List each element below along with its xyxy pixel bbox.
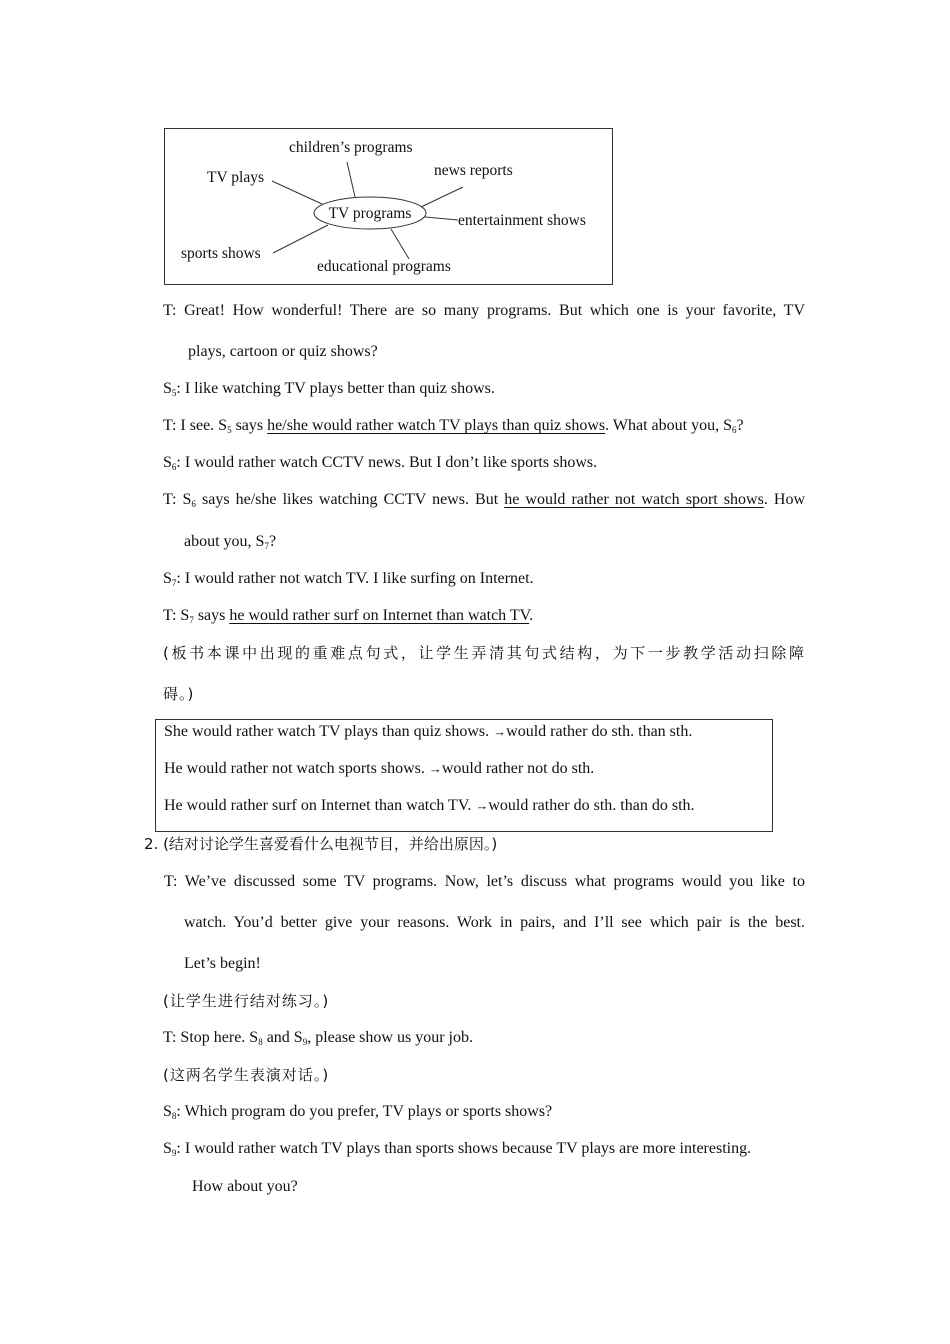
spoke-childrens	[347, 162, 355, 197]
teacher-line-5-cont: watch. You’d better give your reasons. Work in pairs, and I’ll see which pair is the best.	[184, 914, 805, 931]
arrow-icon: →	[475, 798, 489, 813]
tv-programs-mind-map	[0, 0, 950, 300]
label-entertainment-shows: entertainment shows	[458, 212, 586, 229]
teacher-line-3-cont: about you, $S_7$?	[184, 533, 277, 551]
section-2-heading: 2. (结对讨论学生喜爱看什么电视节目，并给出原因。)	[144, 835, 498, 853]
label-childrens-programs: children’s programs	[289, 139, 413, 156]
teacher-line-6: T: Stop here. $S_8$ and $S_9$, please show us your job.	[163, 1029, 473, 1047]
pattern-row-3: He would rather surf on Internet than watch TV. →would rather do sth. than do sth.	[164, 797, 695, 814]
arrow-icon: →	[428, 761, 442, 776]
teacher-line-5: T: We’ve discussed some TV programs. Now, let’s discuss what programs would you like to	[164, 873, 805, 890]
teacher-line-2: T: I see. $S_5$ says he/she would rather watch TV plays than quiz shows. What about you, $S_6$?	[163, 417, 744, 435]
arrow-icon: →	[493, 724, 507, 739]
label-sports-shows: sports shows	[181, 245, 261, 262]
underlined-phrase: he would rather surf on Internet than watch TV	[229, 607, 530, 624]
teacher-line-5-end: Let’s begin!	[184, 955, 261, 972]
center-label: TV programs	[328, 205, 412, 222]
teacher-line-3: T: $S_6$ says he/she likes watching CCTV news. But he would rather not watch sport shows. How	[163, 491, 806, 509]
spoke-tv-plays	[272, 181, 322, 204]
pattern-row-1: She would rather watch TV plays than quiz shows. →would rather do sth. than sth.	[164, 723, 693, 740]
student-line-s6: $S_6$: I would rather watch CCTV news. But I don’t like sports shows.	[163, 454, 598, 472]
pattern-row-2: He would rather not watch sports shows. →would rather not do sth.	[164, 760, 595, 777]
spoke-sports	[273, 225, 328, 253]
teacher-line-4: T: $S_7$ says he would rather surf on Internet than watch TV.	[163, 607, 534, 625]
spoke-news	[421, 187, 463, 207]
teacher-line-1-cont: plays, cartoon or quiz shows?	[188, 343, 378, 360]
student-line-s5: $S_5$: I like watching TV plays better than quiz shows.	[163, 380, 495, 398]
teaching-note-1: (板书本课中出现的重难点句式，让学生弄清其句式结构，为下一步教学活动扫除障	[163, 644, 805, 662]
label-educational-programs: educational programs	[317, 258, 451, 275]
student-line-s7: $S_7$: I would rather not watch TV. I like surfing on Internet.	[163, 570, 534, 588]
student-line-s8: $S_8$: Which program do you prefer, TV plays or sports shows?	[163, 1103, 553, 1121]
student-line-s9-cont: How about you?	[192, 1178, 298, 1195]
teaching-note-3: (这两名学生表演对话。)	[163, 1066, 330, 1084]
student-line-s9: $S_9$: I would rather watch TV plays than sports shows because TV plays are more interesting.	[163, 1140, 752, 1158]
teaching-note-2: (让学生进行结对练习。)	[163, 992, 330, 1010]
spoke-educational	[391, 229, 409, 259]
underlined-phrase: he would rather not watch sport shows	[504, 491, 764, 508]
label-news-reports: news reports	[434, 162, 513, 179]
underlined-phrase: he/she would rather watch TV plays than quiz shows	[267, 417, 606, 434]
teacher-line-1: T: Great! How wonderful! There are so many programs. But which one is your favorite, TV	[163, 302, 805, 319]
teaching-note-1-cont: 碍。)	[163, 685, 195, 703]
spoke-entertainment	[425, 217, 458, 220]
label-tv-plays: TV plays	[207, 169, 264, 186]
